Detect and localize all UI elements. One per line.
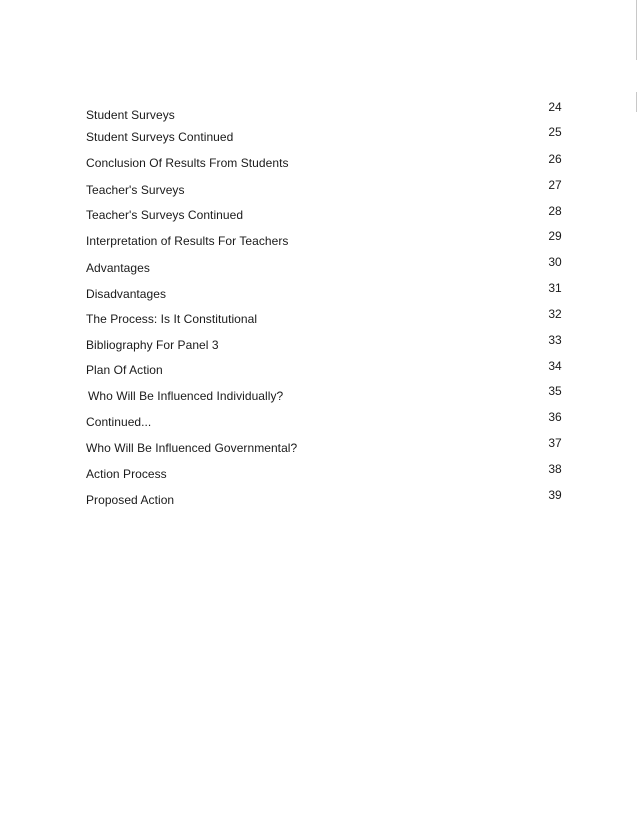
toc-entry-page-number: 30: [548, 255, 562, 269]
toc-entry: [0, 332, 638, 358]
toc-entry-page-number: 33: [548, 333, 562, 347]
toc-entry-page-number: 35: [548, 384, 562, 398]
toc-entry-title: Student Surveys Continued: [86, 130, 234, 144]
toc-entry: [0, 176, 638, 202]
toc-entry: [0, 202, 638, 228]
toc-entry-title: Teacher's Surveys Continued: [86, 208, 244, 222]
toc-entry-page-number: 29: [548, 229, 562, 243]
toc-entry: [0, 410, 638, 436]
toc-entry-title: Continued...: [86, 415, 152, 429]
toc-entry-title: Plan Of Action: [86, 363, 163, 377]
toc-entry-title: Teacher's Surveys: [86, 183, 185, 197]
toc-entry-page-number: 32: [548, 307, 562, 321]
toc-entry: [0, 228, 638, 254]
toc-entry: [0, 98, 638, 124]
toc-entry: [0, 254, 638, 280]
toc-entry: [0, 150, 638, 176]
toc-entry-page-number: 28: [548, 204, 562, 218]
toc-entry: [0, 124, 638, 150]
toc-entry-page-number: 31: [548, 281, 562, 295]
toc-entry-title: Who Will Be Influenced Governmental?: [86, 441, 298, 455]
toc-entry: [0, 306, 638, 332]
toc-entry-title: Disadvantages: [86, 287, 167, 301]
toc-entry: [0, 280, 638, 306]
toc-entry: [0, 488, 638, 514]
toc-entry-page-number: 39: [548, 488, 562, 502]
toc-entry-page-number: 36: [548, 410, 562, 424]
toc-entry: [0, 462, 638, 488]
toc-entry-title: Interpretation of Results For Teachers: [86, 234, 289, 248]
toc-entry-title: The Process: Is It Constitutional: [86, 312, 258, 326]
toc-entry-title: Proposed Action: [86, 493, 175, 507]
toc-entry-page-number: 26: [548, 152, 562, 166]
toc-entry-page-number: 38: [548, 462, 562, 476]
toc-entry-title: Bibliography For Panel 3: [86, 338, 219, 352]
toc-entry-page-number: 27: [548, 178, 562, 192]
toc-entry-page-number: 37: [548, 436, 562, 450]
toc-entry-title: Who Will Be Influenced Individually?: [88, 389, 284, 403]
toc-entry-page-number: 34: [548, 359, 562, 373]
toc-entry: [0, 384, 638, 410]
toc-entry: [0, 358, 638, 384]
toc-entry-page-number: 25: [548, 125, 562, 139]
toc-entry-title: Student Surveys: [86, 108, 175, 122]
toc-entry-title: Action Process: [86, 467, 167, 481]
toc-entry: [0, 436, 638, 462]
toc-entry-title: Conclusion Of Results From Students: [86, 156, 289, 170]
toc-entry-page-number: 24: [548, 100, 562, 114]
toc-entry-title: Advantages: [86, 261, 150, 275]
